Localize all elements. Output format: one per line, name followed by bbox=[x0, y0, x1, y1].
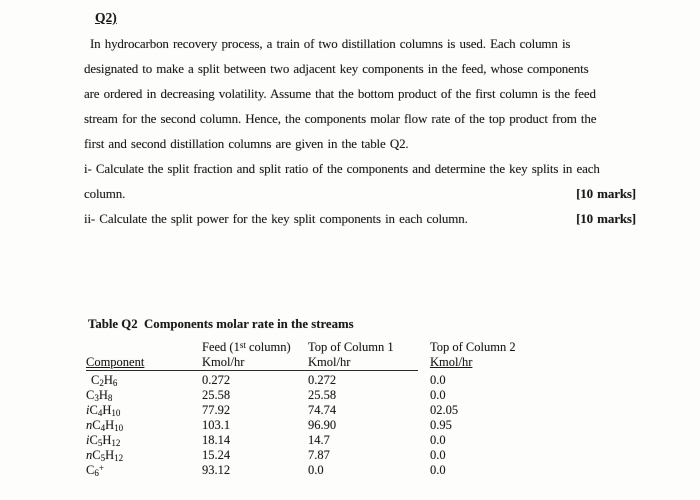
header-feed-column: Feed (1st column) bbox=[202, 340, 291, 354]
top1-cell: 74.74 bbox=[308, 403, 337, 417]
top1-cell: 14.7 bbox=[308, 433, 330, 447]
table-row bbox=[86, 373, 566, 388]
header-top-column-2: Top of Column 2 bbox=[430, 340, 516, 354]
question-i-text-end: column. bbox=[84, 186, 126, 201]
table-row bbox=[86, 403, 566, 418]
top1-cell: 0.272 bbox=[308, 373, 337, 387]
feed-cell: 25.58 bbox=[202, 388, 231, 402]
feed-cell: 15.24 bbox=[202, 448, 231, 462]
top2-cell: 0.95 bbox=[430, 418, 452, 432]
top2-cell: 0.0 bbox=[430, 448, 446, 462]
paragraph-line: designated to make a split between two adjacent key components in the feed, whose components bbox=[84, 61, 589, 76]
table-row bbox=[86, 418, 566, 433]
question-ii-text: ii- Calculate the split power for the key split components in each column. bbox=[84, 211, 468, 226]
table-row bbox=[86, 463, 566, 478]
question-body bbox=[84, 31, 636, 231]
table-header-rule bbox=[86, 370, 418, 371]
component-cell: $C_6^+$ bbox=[86, 463, 104, 478]
table-title: Table Q2 Components molar rate in the streams bbox=[88, 317, 354, 331]
table-header-row-units bbox=[86, 355, 566, 370]
components-table bbox=[86, 340, 566, 478]
top1-cell: 7.87 bbox=[308, 448, 330, 462]
header-top-column-1: Top of Column 1 bbox=[308, 340, 394, 354]
paragraph-line: stream for the second column. Hence, the components molar flow rate of the top product from the bbox=[84, 111, 597, 126]
top2-cell: 02.05 bbox=[430, 403, 459, 417]
question-i-continuation bbox=[84, 181, 636, 206]
feed-cell: 93.12 bbox=[202, 463, 231, 477]
component-cell: $iC_4H_{10}$ bbox=[86, 403, 121, 418]
feed-cell: 18.14 bbox=[202, 433, 231, 447]
paragraph-line: In hydrocarbon recovery process, a train of two distillation columns is used. Each column is bbox=[90, 36, 571, 51]
top1-cell: 0.0 bbox=[308, 463, 324, 477]
top2-cell: 0.0 bbox=[430, 373, 446, 387]
top2-cell: 0.0 bbox=[430, 388, 446, 402]
paragraph-line: are ordered in decreasing volatility. Assume that the bottom product of the first column is the feed bbox=[84, 86, 596, 101]
table-row bbox=[86, 388, 566, 403]
table-row bbox=[86, 433, 566, 448]
marks-label: [10 marks] bbox=[576, 211, 636, 226]
header-spacer bbox=[86, 340, 202, 355]
top1-cell: 25.58 bbox=[308, 388, 337, 402]
component-cell: $iC_5H_{12}$ bbox=[86, 433, 121, 448]
question-heading: Q2) bbox=[95, 10, 117, 25]
header-component: Component bbox=[86, 355, 145, 369]
header-unit-feed: Kmol/hr bbox=[202, 355, 245, 369]
component-cell: $nC_5H_{12}$ bbox=[86, 448, 124, 463]
question-ii bbox=[84, 206, 636, 231]
feed-cell: 77.92 bbox=[202, 403, 231, 417]
paragraph-line: first and second distillation columns are given in the table Q2. bbox=[84, 136, 409, 151]
table-body bbox=[86, 373, 566, 478]
table-header-row-top bbox=[86, 340, 566, 355]
component-cell: $C_3H_8$ bbox=[86, 388, 113, 403]
feed-cell: 0.272 bbox=[202, 373, 231, 387]
header-unit-top1: Kmol/hr bbox=[308, 355, 351, 369]
top1-cell: 96.90 bbox=[308, 418, 337, 432]
marks-label: [10 marks] bbox=[576, 186, 636, 201]
table-row bbox=[86, 448, 566, 463]
component-cell: $nC_4H_{10}$ bbox=[86, 418, 124, 433]
feed-cell: 103.1 bbox=[202, 418, 231, 432]
top2-cell: 0.0 bbox=[430, 463, 446, 477]
top2-cell: 0.0 bbox=[430, 433, 446, 447]
header-unit-top2: Kmol/hr bbox=[430, 355, 473, 369]
component-cell: $C_2H_6$ bbox=[91, 373, 118, 388]
question-i-text: i- Calculate the split fraction and split ratio of the components and determine the key splits in each bbox=[84, 161, 600, 176]
